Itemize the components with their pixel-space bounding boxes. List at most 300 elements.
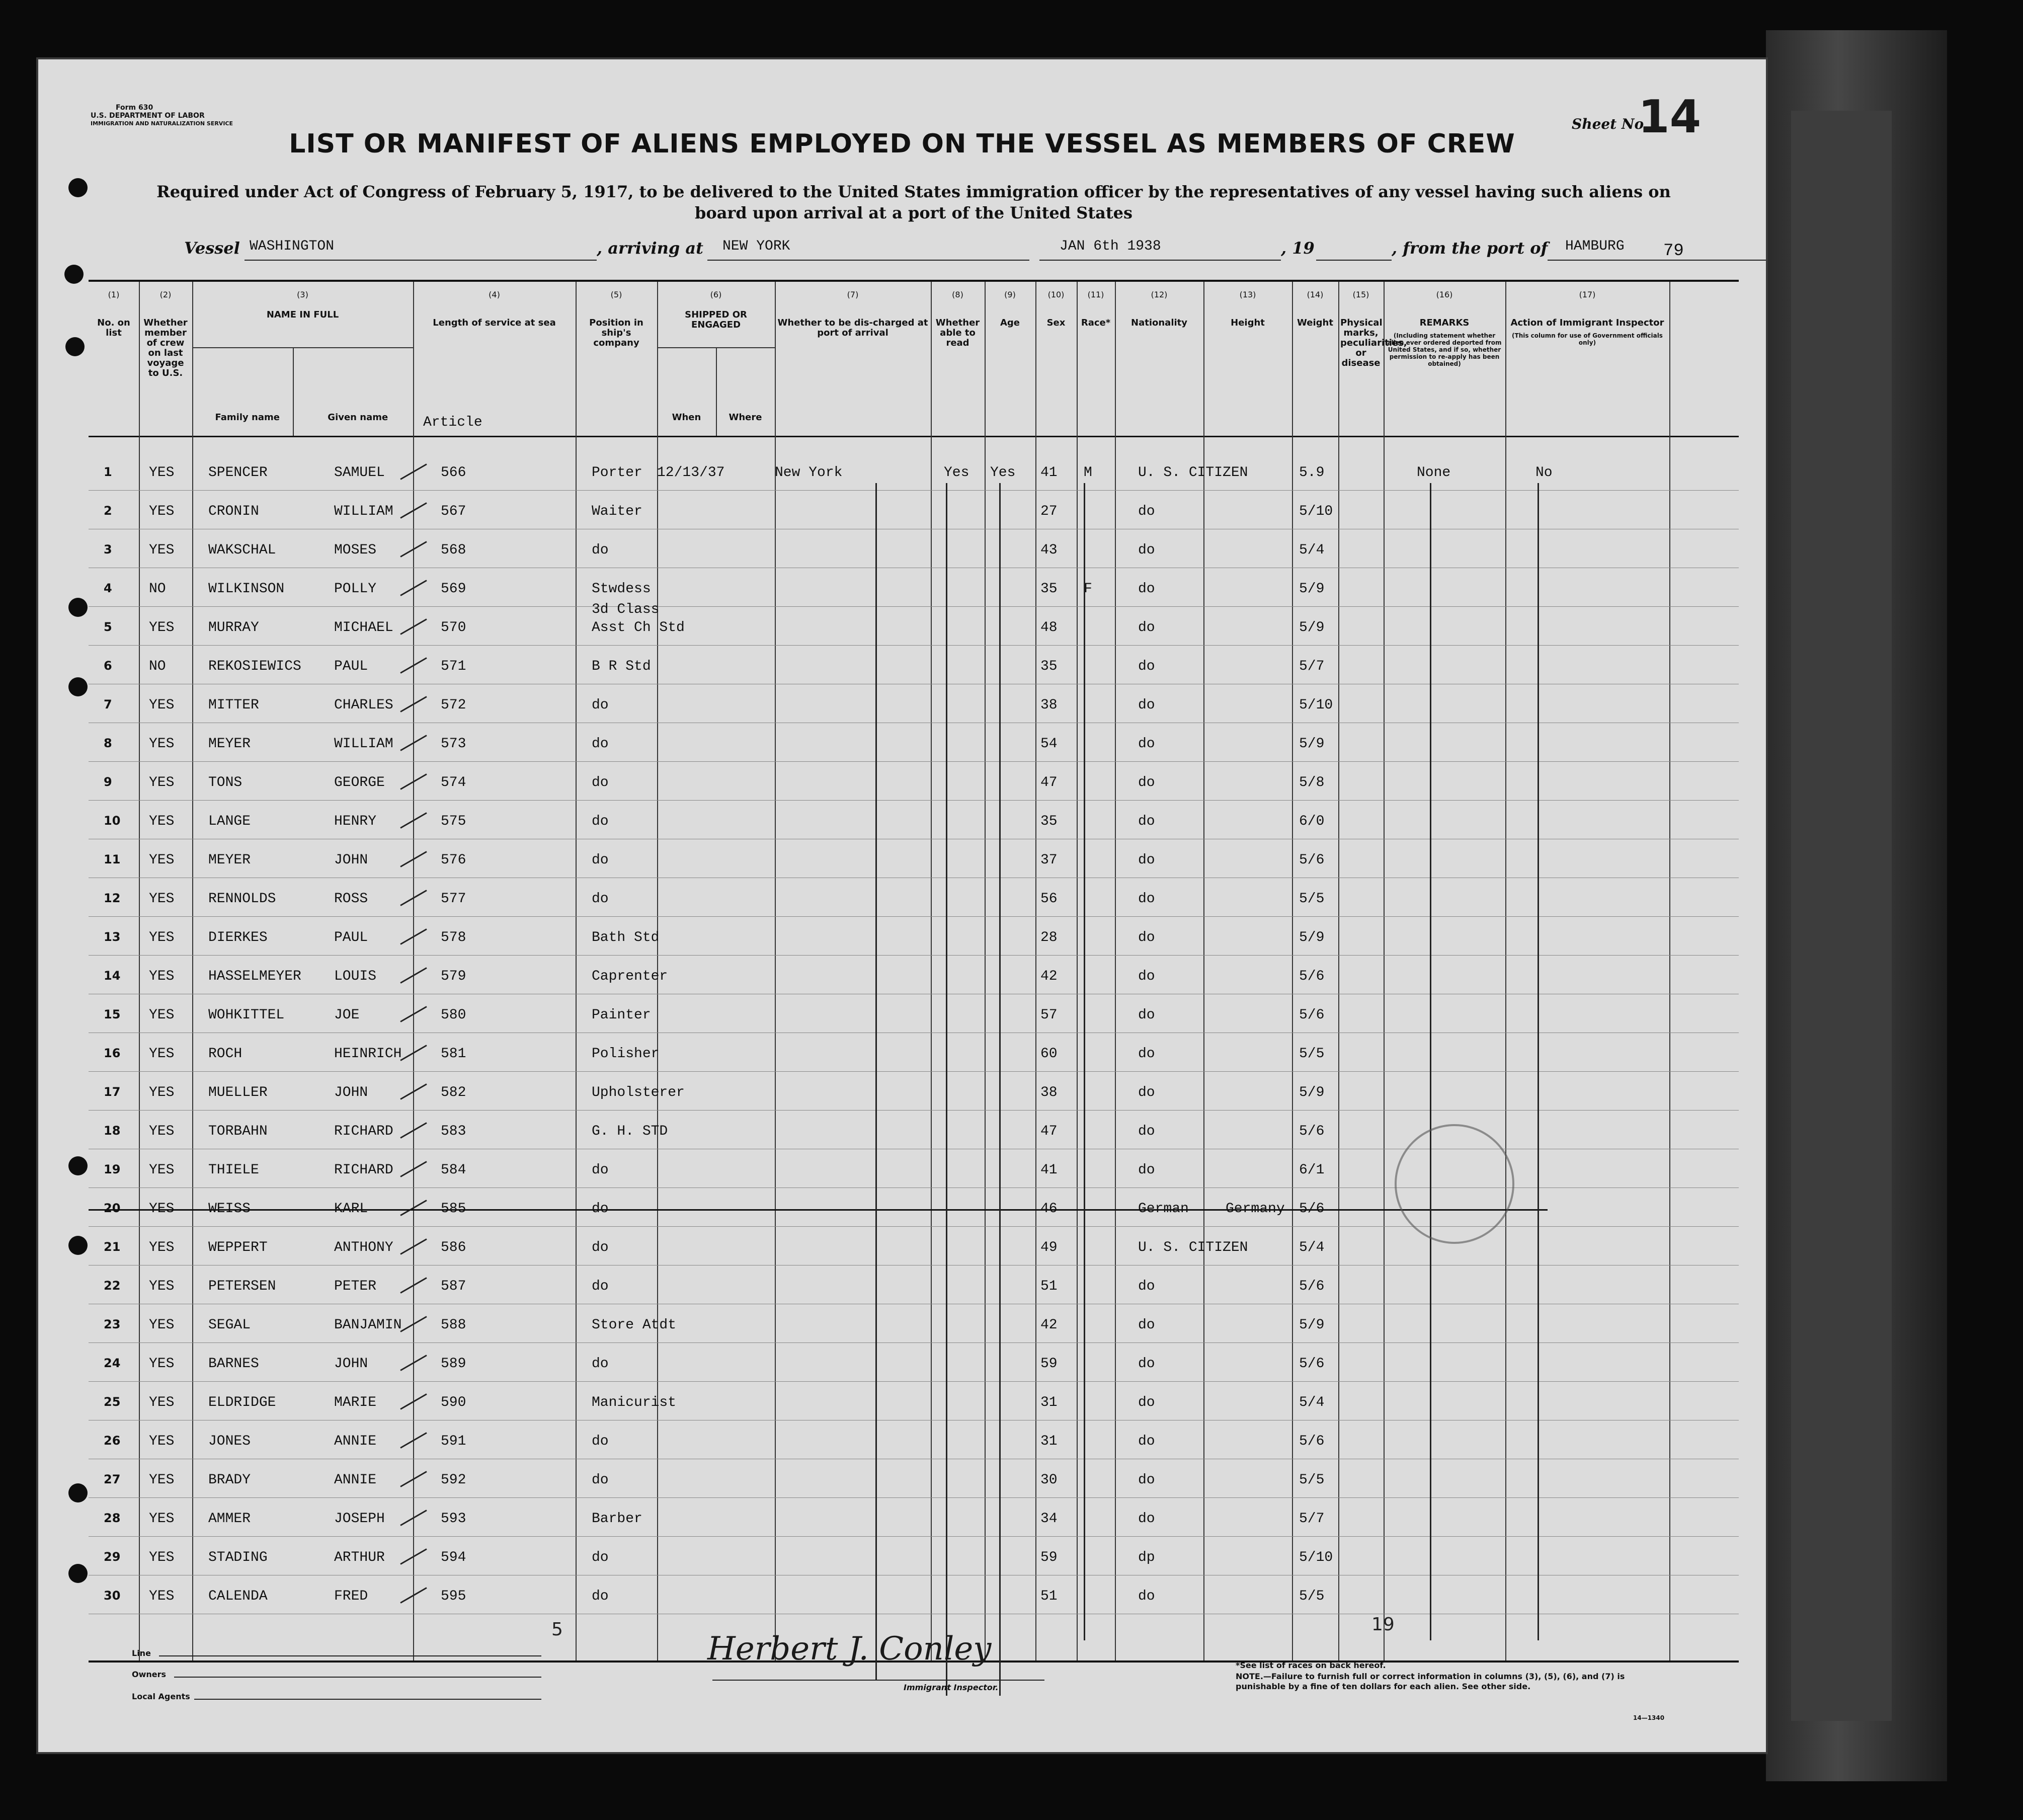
column-header: Action of Immigrant Inspector (1510, 318, 1664, 328)
race-footnote: *See list of races on back hereof. (1236, 1660, 1386, 1670)
cell-prev: YES (149, 1085, 175, 1100)
cell-family: WOHKITTEL (208, 1007, 285, 1023)
line-label: Line (132, 1648, 151, 1658)
column-number: (16) (1436, 290, 1453, 299)
cell-no: 20 (104, 1201, 121, 1215)
cell-height: 5/6 (1299, 1356, 1325, 1372)
ditto-line (1538, 483, 1539, 1640)
cell-height: 5/9 (1299, 581, 1325, 597)
column-subheader: Family name (215, 412, 280, 423)
cell-age: 48 (1040, 620, 1058, 636)
cell-height: 5/9 (1299, 1317, 1325, 1333)
manifest-title: LIST OR MANIFEST OF ALIENS EMPLOYED ON THE VESSEL AS MEMBERS OF CREW (289, 129, 1515, 159)
cell-family: MUELLER (208, 1085, 268, 1100)
cell-no: 2 (104, 504, 112, 518)
column-number: (14) (1307, 290, 1324, 299)
cell-family: SPENCER (208, 465, 268, 481)
cell-race: do (1138, 659, 1155, 674)
column-number: (9) (1004, 290, 1016, 299)
cell-article: 587 (441, 1279, 466, 1294)
cell-age: 47 (1040, 1124, 1058, 1139)
cell-family: WEPPERT (208, 1240, 268, 1255)
cell-no: 28 (104, 1511, 121, 1525)
column-header: Race* (1081, 318, 1111, 328)
cell-given: JOHN (334, 1356, 368, 1372)
cell-article: 584 (441, 1162, 466, 1178)
cell-article: 573 (441, 736, 466, 752)
column-header: Position in ship's company (589, 318, 643, 348)
column-divider (1338, 282, 1339, 1660)
cell-family: TORBAHN (208, 1124, 268, 1139)
cell-article: 569 (441, 581, 466, 597)
cell-position: Waiter (592, 504, 642, 519)
cell-no: 26 (104, 1434, 121, 1448)
cell-age: 30 (1040, 1472, 1058, 1488)
cell-family: WEISS (208, 1201, 251, 1217)
cell-family: BARNES (208, 1356, 259, 1372)
cell-prev: YES (149, 542, 175, 558)
cell-prev: YES (149, 1124, 175, 1139)
column-subtext: (This column for use of Government officials only) (1512, 332, 1663, 346)
crew-table (89, 280, 1739, 1663)
cell-given: ARTHUR (334, 1550, 385, 1565)
column-header: Sex (1046, 318, 1066, 328)
column-number: (3) (297, 290, 308, 299)
inspector-signature: Herbert J. Conley (707, 1630, 992, 1668)
strikethrough-line (89, 1209, 1548, 1211)
cell-position: do (592, 852, 609, 868)
cell-given: HEINRICH (334, 1046, 402, 1062)
cell-no: 18 (104, 1124, 121, 1138)
column-divider (139, 282, 140, 1660)
column-number: (1) (108, 290, 120, 299)
cell-family: JONES (208, 1434, 251, 1449)
cell-given: KARL (334, 1201, 368, 1217)
cell-no: 11 (104, 852, 121, 866)
cell-family: LANGE (208, 814, 251, 829)
manifest-sheet (38, 59, 1766, 1752)
column-number: (15) (1352, 290, 1369, 299)
cell-height: 5/10 (1299, 504, 1333, 519)
cell-article: 593 (441, 1511, 466, 1527)
cell-prev: YES (149, 1317, 175, 1333)
cell-remarks: No (1535, 465, 1553, 481)
cell-article: 571 (441, 659, 466, 674)
cell-race: do (1138, 1317, 1155, 1333)
cell-given: GEORGE (334, 775, 385, 790)
cell-no: 17 (104, 1085, 121, 1099)
cell-height: 5/4 (1299, 542, 1325, 558)
cell-given: LOUIS (334, 969, 377, 984)
count-annotation: 19 (1371, 1614, 1395, 1635)
cell-given: PAUL (334, 930, 368, 945)
cell-height: 5/7 (1299, 659, 1325, 674)
cell-family: AMMER (208, 1511, 251, 1527)
column-header: Age (1000, 318, 1020, 328)
cell-article: 567 (441, 504, 466, 519)
column-number: (5) (610, 290, 622, 299)
cell-given: BANJAMIN (334, 1317, 402, 1333)
column-subtext: (Including statement whether alien ever ordered deported from United States, and if so, whether permission to re-apply has been obtained) (1387, 332, 1502, 367)
column-number: (6) (710, 290, 722, 299)
cell-age: 59 (1040, 1356, 1058, 1372)
cell-no: 15 (104, 1007, 121, 1021)
punch-hole (68, 178, 88, 197)
cell-given: JOSEPH (334, 1511, 385, 1527)
cell-position: do (592, 1201, 609, 1217)
cell-given: CHARLES (334, 697, 393, 713)
cell-age: 54 (1040, 736, 1058, 752)
column-divider (985, 282, 986, 1660)
local-agents-label: Local Agents (132, 1692, 190, 1701)
cell-prev: YES (149, 1434, 175, 1449)
arrival-port: NEW YORK (722, 239, 790, 254)
cell-age: 42 (1040, 1317, 1058, 1333)
column-divider (775, 282, 776, 1660)
column-header: Whether to be dis-charged at port of arrival (777, 318, 928, 338)
cell-age: 47 (1040, 775, 1058, 790)
cell-race: do (1138, 1279, 1155, 1294)
column-divider (192, 282, 193, 1660)
cell-race: do (1138, 1124, 1155, 1139)
cell-given: ANNIE (334, 1472, 377, 1488)
cell-article: 582 (441, 1085, 466, 1100)
cell-race: do (1138, 1356, 1155, 1372)
column-number: (4) (489, 290, 500, 299)
cell-position: do (592, 697, 609, 713)
column-header: REMARKS (1419, 318, 1470, 328)
column-header: Whether member of crew on last voyage to U.S. (143, 318, 188, 378)
column-number: (2) (159, 290, 172, 299)
cell-race: do (1138, 1007, 1155, 1023)
cell-position: do (592, 891, 609, 907)
cell-position: do (592, 1279, 609, 1294)
cell-given: WILLIAM (334, 504, 393, 519)
cell-height: 5/8 (1299, 775, 1325, 790)
cell-nationality: Germany (1226, 1201, 1285, 1217)
cell-height: 5.9 (1299, 465, 1325, 481)
cell-given: MICHAEL (334, 620, 393, 636)
cell-given: MARIE (334, 1395, 377, 1410)
cell-age: 38 (1040, 1085, 1058, 1100)
cell-age: 31 (1040, 1434, 1058, 1449)
cell-article: 576 (441, 852, 466, 868)
cell-prev: YES (149, 775, 175, 790)
cell-no: 27 (104, 1472, 121, 1486)
form-code: 14—1340 (1633, 1714, 1665, 1721)
cell-marks: None (1417, 465, 1451, 481)
column-divider (1384, 282, 1385, 1660)
cell-height: 5/5 (1299, 1046, 1325, 1062)
cell-no: 24 (104, 1356, 121, 1370)
cell-age: 28 (1040, 930, 1058, 945)
cell-race: do (1138, 620, 1155, 636)
cell-height: 5/6 (1299, 969, 1325, 984)
cell-family: WILKINSON (208, 581, 285, 597)
cell-family: PETERSEN (208, 1279, 276, 1294)
cell-given: RICHARD (334, 1124, 393, 1139)
column-header: Nationality (1131, 318, 1187, 328)
arrival-date: JAN 6th 1938 (1060, 239, 1161, 254)
cell-no: 23 (104, 1317, 121, 1331)
cell-position: do (592, 1434, 609, 1449)
cell-height: 5/6 (1299, 1279, 1325, 1294)
cell-prev: YES (149, 1589, 175, 1604)
arriving-label: , arriving at (597, 239, 703, 258)
cell-age: 41 (1040, 1162, 1058, 1178)
cell-height: 5/10 (1299, 697, 1333, 713)
column-subheader: When (672, 412, 701, 423)
cell-age: 37 (1040, 852, 1058, 868)
cell-given: POLLY (334, 581, 377, 597)
cell-article: 580 (441, 1007, 466, 1023)
cell-read: Yes (990, 465, 1016, 481)
cell-given: JOE (334, 1007, 360, 1023)
column-header: Length of service at sea (433, 318, 556, 328)
cell-position: do (592, 542, 609, 558)
cell-no: 4 (104, 581, 112, 595)
cell-height: 5/6 (1299, 1007, 1325, 1023)
column-header: SHIPPED OR ENGAGED (685, 309, 747, 330)
column-divider (413, 282, 414, 1660)
count-annotation: 5 (551, 1619, 563, 1640)
cell-given: SAMUEL (334, 465, 385, 481)
cell-position: Caprenter (592, 969, 668, 984)
punch-hole (64, 265, 84, 284)
column-divider (1669, 282, 1670, 1660)
column-number: (17) (1579, 290, 1596, 299)
column-divider (931, 282, 932, 1660)
cell-position: Stwdess (592, 581, 651, 597)
cell-given: FRED (334, 1589, 368, 1604)
punch-hole (68, 1483, 88, 1502)
cell-prev: YES (149, 1201, 175, 1217)
cell-prev: YES (149, 697, 175, 713)
cell-age: 41 (1040, 465, 1058, 481)
cell-no: 9 (104, 775, 112, 789)
cell-article: 586 (441, 1240, 466, 1255)
cell-position: do (592, 1162, 609, 1178)
cell-position: do (592, 775, 609, 790)
cell-article: 566 (441, 465, 466, 481)
column-divider (1505, 282, 1506, 1660)
cell-age: 56 (1040, 891, 1058, 907)
cell-height: 5/9 (1299, 736, 1325, 752)
column-subheader: Where (729, 412, 762, 423)
cell-article: 583 (441, 1124, 466, 1139)
cell-sex: M (1084, 465, 1092, 481)
cell-discharge: Yes (944, 465, 969, 481)
owners-label: Owners (132, 1670, 167, 1679)
punch-hole (68, 1564, 88, 1583)
cell-race: do (1138, 930, 1155, 945)
cell-no: 30 (104, 1589, 121, 1603)
consulate-seal (1395, 1124, 1514, 1244)
cell-prev: YES (149, 1511, 175, 1527)
vessel-label: Vessel (184, 239, 240, 258)
cell-position: B R Std (592, 659, 651, 674)
manifest-subtitle: Required under Act of Congress of February 5, 1917, to be delivered to the United States immigration officer by the representatives of any vessel having such aliens on board upon arrival at a port of the United States (156, 182, 1671, 222)
cell-age: 27 (1040, 504, 1058, 519)
cell-article: 572 (441, 697, 466, 713)
cell-given: HENRY (334, 814, 377, 829)
service-name: IMMIGRATION AND NATURALIZATION SERVICE (91, 120, 233, 127)
cell-no: 8 (104, 736, 112, 750)
cell-prev: YES (149, 852, 175, 868)
sheet-number: 14 (1638, 91, 1702, 143)
cell-race: do (1138, 1085, 1155, 1100)
cell-article: 575 (441, 814, 466, 829)
punch-hole (68, 598, 88, 617)
cell-age: 46 (1040, 1201, 1058, 1217)
sheet-number-label: Sheet No. (1572, 116, 1649, 132)
cell-age: 51 (1040, 1589, 1058, 1604)
cell-article: 570 (441, 620, 466, 636)
cell-age: 59 (1040, 1550, 1058, 1565)
cell-position: do (592, 1240, 609, 1255)
cell-position-line1: 3d Class (592, 602, 660, 617)
cell-height: 5/5 (1299, 1472, 1325, 1488)
cell-age: 42 (1040, 969, 1058, 984)
cell-no: 7 (104, 697, 112, 711)
cell-no: 25 (104, 1395, 121, 1409)
column-number: (12) (1151, 290, 1168, 299)
cell-where: New York (775, 465, 843, 481)
cell-race: do (1138, 1046, 1155, 1062)
cell-article: 579 (441, 969, 466, 984)
cell-height: 5/6 (1299, 852, 1325, 868)
cell-height: 5/9 (1299, 930, 1325, 945)
cell-race: do (1138, 775, 1155, 790)
cell-height: 5/9 (1299, 1085, 1325, 1100)
cell-prev: NO (149, 581, 166, 597)
column-divider (1077, 282, 1078, 1660)
year-label: , 19 (1281, 239, 1315, 258)
column-number: (11) (1087, 290, 1104, 299)
ditto-line (1430, 483, 1431, 1640)
cell-family: WAKSCHAL (208, 542, 276, 558)
cell-given: RICHARD (334, 1162, 393, 1178)
column-number: (13) (1239, 290, 1256, 299)
column-header: Whether able to read (935, 318, 980, 348)
cell-article: 568 (441, 542, 466, 558)
departure-port: HAMBURG (1565, 239, 1625, 254)
cell-family: ELDRIDGE (208, 1395, 276, 1410)
cell-position: do (592, 1550, 609, 1565)
cell-prev: YES (149, 736, 175, 752)
cell-prev: YES (149, 620, 175, 636)
cell-race: dp (1138, 1550, 1155, 1565)
column-number: (7) (847, 290, 859, 299)
cell-family: REKOSIEWICS (208, 659, 301, 674)
cell-given: ANTHONY (334, 1240, 393, 1255)
cell-given: PETER (334, 1279, 377, 1294)
cell-when: 12/13/37 (657, 465, 725, 481)
cell-height: 5/6 (1299, 1124, 1325, 1139)
cell-prev: YES (149, 891, 175, 907)
vessel-name: WASHINGTON (250, 239, 335, 254)
cell-race: U. S. CITIZEN (1138, 465, 1248, 481)
cell-family: RENNOLDS (208, 891, 276, 907)
column-number: (8) (952, 290, 963, 299)
column-divider (1115, 282, 1116, 1660)
cell-height: 5/10 (1299, 1550, 1333, 1565)
cell-race: do (1138, 1434, 1155, 1449)
cell-race: do (1138, 697, 1155, 713)
cell-no: 13 (104, 930, 121, 944)
cell-height: 5/5 (1299, 891, 1325, 907)
cell-no: 19 (104, 1162, 121, 1176)
form-number: Form 630 (116, 104, 153, 112)
article-column-note: Article (423, 415, 482, 430)
cell-given: WILLIAM (334, 736, 393, 752)
cell-no: 29 (104, 1550, 121, 1564)
column-divider (1292, 282, 1293, 1660)
cell-position: do (592, 1589, 609, 1604)
cell-article: 595 (441, 1589, 466, 1604)
cell-article: 577 (441, 891, 466, 907)
cell-no: 16 (104, 1046, 121, 1060)
cell-prev: YES (149, 969, 175, 984)
cell-prev: YES (149, 1162, 175, 1178)
column-divider (1203, 282, 1204, 1660)
cell-prev: YES (149, 1007, 175, 1023)
cell-age: 49 (1040, 1240, 1058, 1255)
ditto-line (1084, 483, 1085, 1640)
column-divider (576, 282, 577, 1660)
cell-article: 578 (441, 930, 466, 945)
cell-race: do (1138, 852, 1155, 868)
cell-article: 594 (441, 1550, 466, 1565)
cell-prev: YES (149, 1240, 175, 1255)
cell-family: MITTER (208, 697, 259, 713)
cell-race: do (1138, 542, 1155, 558)
column-header: NAME IN FULL (266, 309, 339, 320)
cell-no: 3 (104, 542, 112, 557)
cell-no: 12 (104, 891, 121, 905)
cell-height: 5/4 (1299, 1240, 1325, 1255)
cell-age: 34 (1040, 1511, 1058, 1527)
cell-no: 21 (104, 1240, 121, 1254)
column-subheader: Given name (328, 412, 388, 423)
cell-family: THIELE (208, 1162, 259, 1178)
cell-given: PAUL (334, 659, 368, 674)
cell-race: do (1138, 1511, 1155, 1527)
cell-position: Asst Ch Std (592, 620, 685, 636)
punch-hole (68, 677, 88, 696)
cell-position: Manicurist (592, 1395, 677, 1410)
cell-no: 22 (104, 1279, 121, 1293)
column-header: No. on list (97, 318, 130, 338)
cell-prev: YES (149, 504, 175, 519)
cell-position: Bath Std (592, 930, 660, 945)
cell-race: do (1138, 1395, 1155, 1410)
cell-family: BRADY (208, 1472, 251, 1488)
cell-prev: YES (149, 1046, 175, 1062)
department-name: U.S. DEPARTMENT OF LABOR (91, 112, 205, 120)
cell-no: 1 (104, 465, 112, 479)
cell-age: 35 (1040, 581, 1058, 597)
cell-age: 31 (1040, 1395, 1058, 1410)
column-divider (1035, 282, 1036, 1660)
cell-height: 5/5 (1299, 1589, 1325, 1604)
cell-no: 14 (104, 969, 121, 983)
cell-age: 51 (1040, 1279, 1058, 1294)
cell-age: 57 (1040, 1007, 1058, 1023)
cell-height: 5/9 (1299, 620, 1325, 636)
cell-prev: YES (149, 1550, 175, 1565)
cell-article: 592 (441, 1472, 466, 1488)
